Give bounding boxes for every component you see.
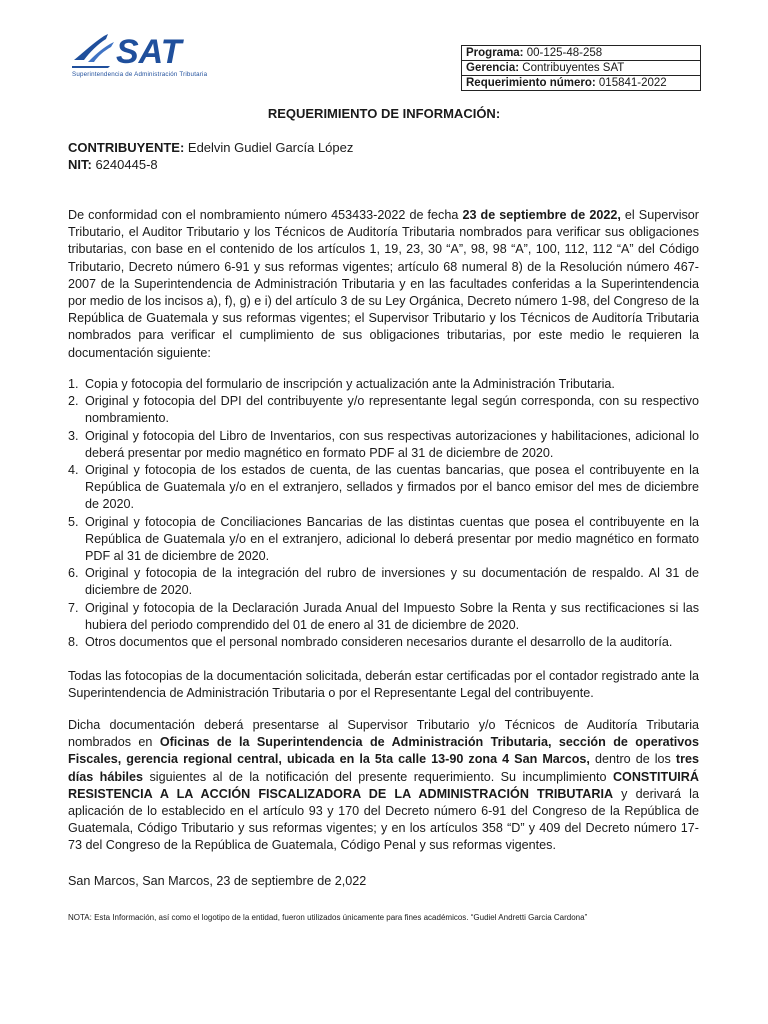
delivery-paragraph: Dicha documentación deberá presentarse al Supervisor Tributario y/o Técnicos de Auditoría Tributaria nombrados en Oficinas de la Superintendencia de Administración Tributaria, sección de operativos Fiscales, gerencia regional central, ubicada en la 5ta calle 13-90 zona 4 San Marcos, dentro de los tres días hábiles siguientes al de la notificación del presente requerimiento. Su incumplimiento CONSTITUIRÁ RESISTENCIA A LA ACCIÓN FISCALIZADORA DE LA ADMINISTRACIÓN TRIBUTARIA y derivará la aplicación de lo establecido en el artículo 93 y 170 del Decreto número 6-91 del Congreso de la República de Guatemala, Código Tributario y sus reformas vigentes; y en los artículos 358 “D” y 409 del Decreto número 17-73 del Congreso de la República de Guatemala, Código Penal y sus reformas vigentes. bbox=[68, 718, 700, 853]
nit-line: NIT: 6240445-8 bbox=[68, 157, 158, 172]
list-item: 8. Otros documentos que el personal nombrado consideren necesarios durante el desarrollo de la auditoría. bbox=[68, 635, 673, 650]
list-item: 4. Original y fotocopia de los estados de cuenta, de las cuentas bancarias, que posea el contribuyente en la República de Guatemala y/o en el extranjero, sellados y firmados por el banco emisor del mes de diciembre de 2020. bbox=[68, 463, 699, 512]
info-programa: Programa: 00-125-48-258 bbox=[462, 46, 700, 61]
document-title: REQUERIMIENTO DE INFORMACIÓN: bbox=[267, 106, 501, 121]
logo-subtitle: Superintendencia de Administración Tributaria bbox=[72, 71, 208, 78]
contribuyente-line: CONTRIBUYENTE: Edelvin Gudiel García López bbox=[68, 140, 354, 155]
footer-note: NOTA: Esta Información, así como el logotipo de la entidad, fueron utilizados únicamente para fines académicos. “Gudiel Andretti Garcia Cardona” bbox=[68, 913, 588, 922]
svg-text:SAT: SAT bbox=[116, 33, 182, 70]
taxpayer-block bbox=[68, 139, 353, 173]
info-gerencia: Gerencia: Contribuyentes SAT bbox=[462, 61, 700, 76]
requirements-list bbox=[68, 376, 699, 651]
place-date: San Marcos, San Marcos, 23 de septiembre de 2,022 bbox=[68, 874, 367, 888]
list-item: 7. Original y fotocopia de la Declaración Jurada Anual del Impuesto Sobre la Renta y sus rectificaciones si las hubiera del periodo comprendido del 01 de enero al 31 de diciembre de 2020. bbox=[68, 600, 699, 632]
list-item: 2. Original y fotocopia del DPI del contribuyente y/o representante legal según corresponda, con su respectivo nombramiento. bbox=[68, 394, 699, 426]
list-item: 5. Original y fotocopia de Conciliaciones Bancarias de las distintas cuentas que posea el contribuyente en la República de Guatemala y/o en el extranjero, adicional lo deberá presentar por medio magnético en formato PDF al 31 de diciembre de 2020. bbox=[68, 514, 699, 564]
list-item: 3. Original y fotocopia del Libro de Inventarios, con sus respectivas autorizaciones y habilitaciones, adicional lo deberá presentar por medio magnético en formato PDF al 31 de diciembre de 2020. bbox=[68, 428, 699, 460]
info-requerimiento: Requerimiento número: 015841-2022 bbox=[466, 77, 667, 89]
sat-logo bbox=[70, 30, 210, 82]
certification-paragraph: Todas las fotocopias de la documentación solicitada, deberán estar certificadas por el contador registrado ante la Superintendencia de Administración Tributaria o por el Representante Legal del contribuyente. bbox=[68, 669, 699, 701]
list-item: 1. Copia y fotocopia del formulario de inscripción y actualización ante la Administración Tributaria. bbox=[68, 377, 615, 391]
info-box bbox=[461, 45, 701, 91]
intro-paragraph: De conformidad con el nombramiento número 453433-2022 de fecha 23 de septiembre de 2022, el Supervisor Tributario, el Auditor Tributario y los Técnicos de Auditoría Tributaria nombrados para verificar sus obligaciones tributarias, con base en el contenido de los artículos 1, 19, 23, 30 “A”, 98, 98 “A”, 100, 112, 112 “A” del Código Tributario, Decreto número 6-91 y sus reformas vigentes; artículo 68 numeral 8) de la Resolución número 467-2007 de la Superintendencia de Administración Tributaria y en las facultades conferidas a la Superintendencia por medio de los incisos a), f), g) e i) del artículo 3 de su Ley Orgánica, Decreto número 1-98, del Congreso de la República de Guatemala y sus reformas vigentes; el Supervisor Tributario y los Técnicos de Auditoría Tributaria nombrados para verificar el cumplimiento de sus obligaciones tributarias, por este medio le requieren la documentación siguiente: bbox=[68, 208, 699, 360]
list-item: 6. Original y fotocopia de la integración del rubro de inversiones y su documentación de respaldo. Al 31 de diciembre de 2020. bbox=[68, 566, 699, 598]
sat-logo-icon bbox=[70, 30, 210, 70]
